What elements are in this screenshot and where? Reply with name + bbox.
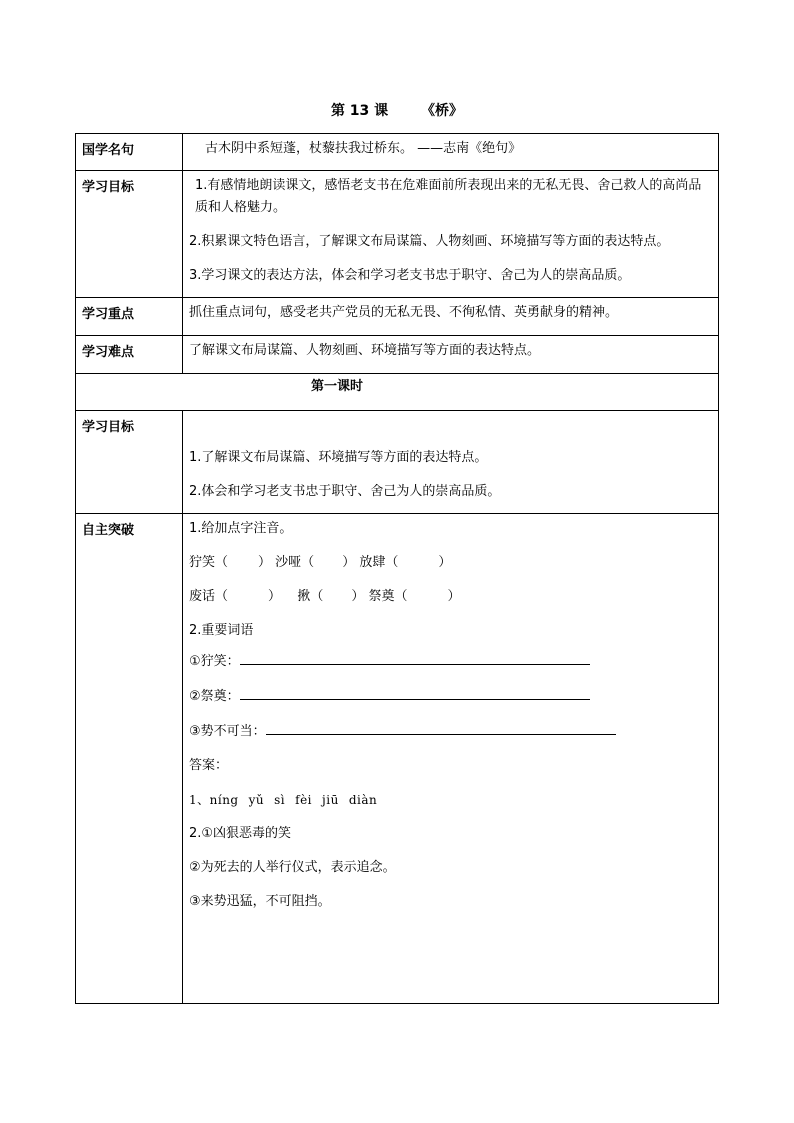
paren-close: ）: [447, 589, 461, 604]
answer-1-prefix: 1、: [189, 793, 210, 807]
q1-title: 1.给加点字注音。: [189, 521, 293, 536]
q1-word-6: 祭奠（: [368, 589, 408, 604]
term-2: [189, 685, 712, 708]
paren-close: ）: [342, 555, 356, 570]
answer-label: 答案：: [189, 758, 229, 773]
goal-item-1: 1.有感情地朗读课文，感悟老支书在危难面前所表现出来的无私无畏、舍己救人的高尚品质和人格魅力。: [195, 178, 702, 215]
goals-content: [183, 171, 719, 298]
section-row: [76, 374, 719, 411]
section-title: 第一课时: [76, 374, 719, 411]
period-goals-content: [183, 411, 719, 514]
term-1-label: ①狞笑：: [189, 654, 240, 669]
difficulty-content: [183, 336, 719, 374]
quote-label: 国学名句: [76, 134, 183, 171]
pinyin-5: jiū: [322, 793, 339, 807]
period-goal-item-1: 1.了解课文布局谋篇、环境描写等方面的表达特点。: [189, 450, 488, 465]
term-3: [189, 720, 712, 743]
period-goals-row: [76, 411, 719, 514]
paren-close: ）: [268, 589, 282, 604]
focus-row: [76, 298, 719, 336]
focus-text: 抓住重点词句，感受老共产党员的无私无畏、不徇私情、英勇献身的精神。: [189, 305, 619, 320]
difficulty-label: 学习难点: [76, 336, 183, 374]
lesson-title: 《桥》: [421, 103, 464, 119]
q1-word-2: 沙哑（: [275, 555, 315, 570]
quote-row: [76, 134, 719, 171]
period-goals-label: 学习目标: [76, 411, 183, 514]
goals-label: 学习目标: [76, 171, 183, 298]
answer-1: [189, 789, 712, 811]
pinyin-4: fèi: [295, 793, 313, 807]
goals-row: [76, 171, 719, 298]
q1-row-1: [189, 552, 712, 574]
breakthrough-label: 自主突破: [76, 514, 183, 1004]
focus-label: 学习重点: [76, 298, 183, 336]
answer-blank[interactable]: [240, 685, 590, 700]
goal-item-3: 3.学习课文的表达方法，体会和学习老支书忠于职守、舍己为人的崇高品质。: [189, 268, 631, 283]
q2-title: 2.重要词语: [189, 623, 254, 638]
paren-close: ）: [258, 555, 272, 570]
quote-content: [183, 134, 719, 171]
period-goal-item-2: 2.体会和学习老支书忠于职守、舍己为人的崇高品质。: [189, 484, 501, 499]
pinyin-2: yǔ: [248, 793, 265, 807]
focus-content: [183, 298, 719, 336]
lesson-number: 第 13 课: [330, 103, 389, 119]
q1-word-3: 放肆（: [359, 555, 399, 570]
q1-word-5: 揪（: [297, 589, 324, 604]
difficulty-text: 了解课文布局谋篇、人物刻画、环境描写等方面的表达特点。: [189, 343, 541, 358]
term-3-label: ③势不可当：: [189, 724, 266, 739]
q1-word-4: 废话（: [189, 589, 229, 604]
pinyin-6: diàn: [348, 793, 378, 807]
goal-item-2: 2.积累课文特色语言，了解课文布局谋篇、人物刻画、环境描写等方面的表达特点。: [189, 234, 670, 249]
answer-2-line-1: 2.①凶狠恶毒的笑: [189, 826, 292, 841]
paren-close: ）: [438, 555, 452, 570]
breakthrough-content: [183, 514, 719, 1004]
quote-text: 古木阴中系短蓬，杖藜扶我过桥东。 ——志南《绝句》: [205, 141, 522, 156]
answer-2-line-3: ③来势迅猛，不可阻挡。: [189, 894, 331, 909]
breakthrough-row: [76, 514, 719, 1004]
difficulty-row: [76, 336, 719, 374]
term-1: [189, 650, 712, 673]
pinyin-3: sì: [274, 793, 286, 807]
answer-2-line-2: ②为死去的人举行仪式，表示追念。: [189, 860, 396, 875]
q1-word-1: 狞笑（: [189, 555, 229, 570]
lesson-plan-table: [75, 133, 719, 1004]
answer-blank[interactable]: [266, 720, 616, 735]
q1-row-2: [189, 586, 712, 608]
page-title: [0, 100, 794, 120]
term-2-label: ②祭奠：: [189, 689, 240, 704]
paren-close: ）: [351, 589, 365, 604]
pinyin-1: níng: [209, 793, 239, 807]
answer-blank[interactable]: [240, 650, 590, 665]
